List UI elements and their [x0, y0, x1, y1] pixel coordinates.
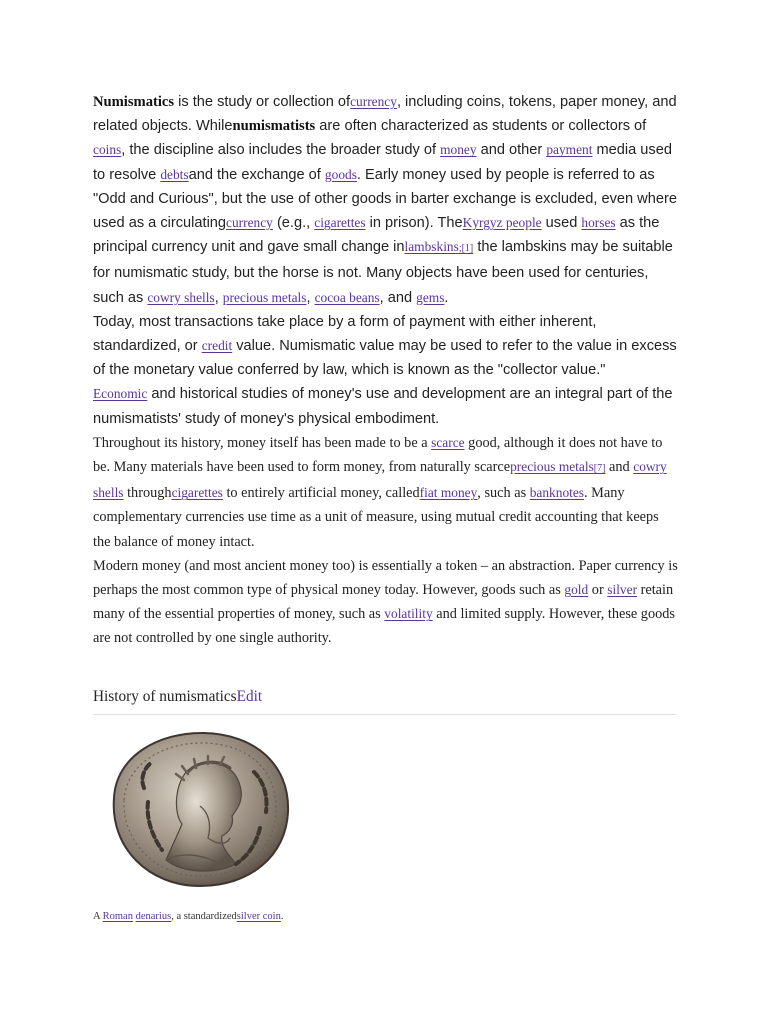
- intro-text: (e.g.,: [272, 215, 315, 232]
- intro-text: ,: [306, 289, 315, 306]
- intro-text: , the discipline also includes the broader study of: [121, 142, 441, 159]
- link-money[interactable]: money: [440, 142, 477, 158]
- paragraph-text: and: [605, 459, 634, 476]
- link-gems[interactable]: gems: [416, 289, 445, 305]
- term-numismatics: Numismatics: [93, 94, 175, 110]
- paragraph-text: Modern money (and most ancient money too) is essentially a token – an abstraction. Paper currency is perhaps the most common type of physical money today. However, goods such as: [93, 557, 678, 599]
- intro-text: . Early money used by people is referred to as "Odd and Curious", but the use of other goods in barter exchange is excluded, even where used as a circulating: [93, 166, 677, 232]
- paragraph-text: through: [123, 485, 172, 502]
- link-banknotes[interactable]: banknotes: [529, 485, 585, 501]
- link-currency-2[interactable]: currency: [226, 215, 273, 231]
- link-cowry-shells[interactable]: cowry shells: [147, 289, 215, 305]
- intro-text: , and: [379, 289, 417, 306]
- heading-divider: [93, 714, 676, 715]
- term-numismatists: numismatists: [232, 118, 316, 135]
- link-currency[interactable]: currency: [350, 94, 397, 109]
- link-roman[interactable]: Roman: [102, 911, 133, 922]
- reference-7[interactable]: [7]: [593, 463, 606, 475]
- article-body: [93, 90, 678, 651]
- link-cocoa-beans[interactable]: cocoa beans: [314, 289, 380, 305]
- edit-link[interactable]: Edit: [236, 688, 263, 705]
- section-title: History of numismatics: [93, 688, 237, 705]
- link-lambskins[interactable]: lambskins: [404, 239, 459, 255]
- link-credit[interactable]: credit: [201, 338, 233, 354]
- intro-text: .: [444, 289, 449, 306]
- intro-text: and other: [476, 142, 547, 159]
- reference-1[interactable]: ;[1]: [458, 243, 474, 255]
- intro-text: media used to resolve: [93, 142, 672, 183]
- intro-text: as the principal currency unit and gave small change in: [93, 215, 660, 256]
- intro-text: the lambskins may be suitable for numismatic study, but the horse is not. Many objects have been used for centuries, such as: [93, 239, 673, 306]
- modern-money-paragraph: [93, 554, 678, 651]
- paragraph-text: good, although it does not have to be. Many materials have been used to form money, from naturally scarce: [93, 434, 663, 476]
- paragraph-text: to entirely artificial money, called: [222, 485, 420, 502]
- intro-text: in prison). The: [365, 215, 463, 232]
- link-cigarettes-2[interactable]: cigarettes: [171, 485, 223, 501]
- paragraph-text: and historical studies of money's use and development are an integral part of the numismatists' study of money's physical embodiment.: [93, 386, 673, 427]
- link-gold[interactable]: gold: [564, 582, 589, 598]
- link-economic[interactable]: Economic: [93, 386, 148, 402]
- paragraph-text: value. Numismatic value may be used to refer to the value in excess of the monetary value conferred by law, which is known as the "collector value.": [93, 338, 677, 379]
- caption-text: .: [280, 911, 284, 922]
- link-horses[interactable]: horses: [581, 215, 616, 231]
- paragraph-text: retain many of the essential properties of money, such as: [93, 582, 674, 623]
- intro-text: are often characterized as students or collectors of: [315, 118, 647, 135]
- link-goods[interactable]: goods: [324, 166, 357, 182]
- caption-text: , a standardized: [171, 911, 237, 922]
- link-kyrgyz-people[interactable]: Kyrgyz people: [462, 215, 542, 231]
- paragraph-text: or: [588, 582, 608, 599]
- link-silver[interactable]: silver: [607, 582, 638, 598]
- link-precious-metals-2[interactable]: precious metals: [510, 459, 594, 475]
- section-heading: [93, 688, 262, 706]
- link-cowry-shells-2[interactable]: cowry shells: [93, 459, 667, 501]
- intro-text: ,: [214, 289, 223, 306]
- roman-denarius-coin-image: [104, 728, 294, 890]
- intro-text: and the exchange of: [188, 166, 325, 183]
- paragraph-text: Today, most transactions take place by a form of payment with either inherent, standardized, or: [93, 313, 597, 355]
- link-cigarettes[interactable]: cigarettes: [314, 215, 366, 231]
- paragraph-text: . Many complementary currencies use time as a unit of measure, using mutual credit accounting that keeps the balance of money intact.: [93, 485, 659, 550]
- intro-paragraph: [93, 90, 678, 310]
- intro-text: is the study or collection of: [174, 94, 351, 110]
- link-precious-metals[interactable]: precious metals: [222, 289, 307, 305]
- intro-text: used: [541, 215, 582, 232]
- link-payment[interactable]: payment: [546, 142, 593, 158]
- link-debts[interactable]: debts: [160, 166, 189, 182]
- link-denarius[interactable]: denarius: [135, 911, 172, 922]
- history-paragraph: [93, 431, 678, 554]
- link-scarce[interactable]: scarce: [431, 434, 465, 450]
- image-caption: [93, 911, 283, 922]
- economic-paragraph: [93, 382, 678, 430]
- link-silver-coin[interactable]: silver coin: [236, 911, 281, 922]
- paragraph-text: , such as: [477, 485, 530, 502]
- link-fiat-money[interactable]: fiat money: [419, 485, 478, 501]
- paragraph-text: and limited supply. However, these goods are not controlled by one single authority.: [93, 606, 675, 647]
- caption-text: A: [93, 911, 103, 922]
- paragraph-text: Throughout its history, money itself has been made to be a: [93, 434, 432, 451]
- link-volatility[interactable]: volatility: [384, 606, 433, 622]
- link-coins[interactable]: coins: [93, 142, 122, 158]
- payment-paragraph: [93, 310, 678, 383]
- intro-text: , including coins, tokens, paper money, and related objects. While: [93, 94, 677, 135]
